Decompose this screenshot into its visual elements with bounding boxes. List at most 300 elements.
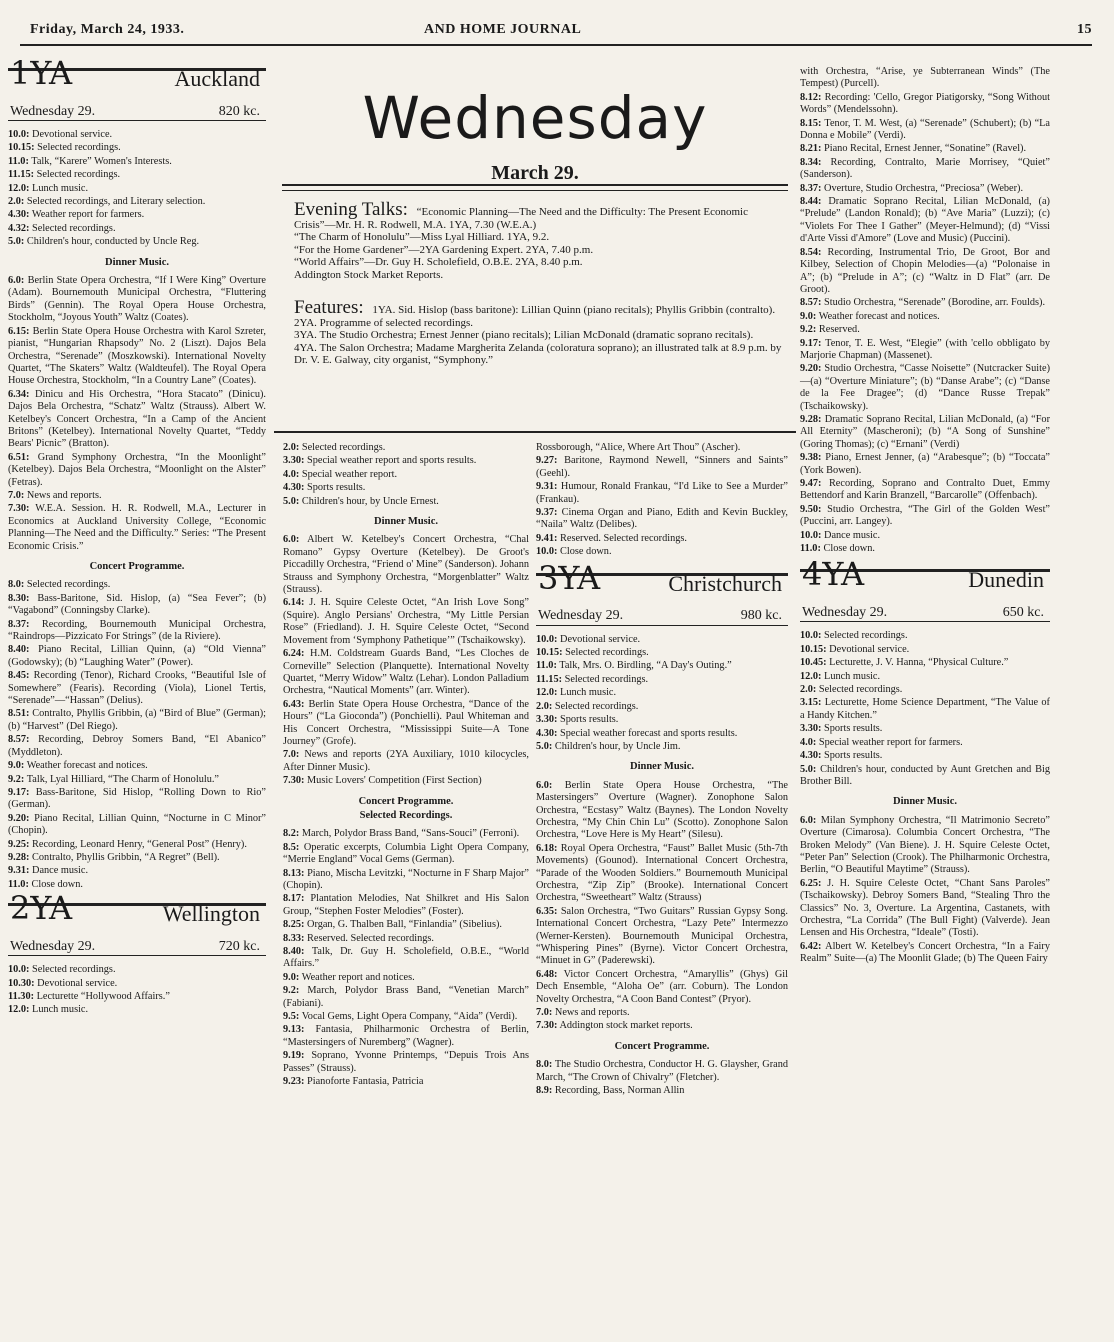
- entry-text: Reserved. Selected recordings.: [304, 932, 434, 944]
- programme-entry: [283, 828, 529, 840]
- entry-text: Recording, Contralto, Marie Morrisey, “Quiet” (Sanderson).: [800, 156, 1050, 181]
- entry-time: 9.19:: [283, 1050, 305, 1062]
- programme-entry: [283, 1076, 529, 1088]
- programme-entry: [536, 843, 788, 905]
- entry-time: 9.13:: [283, 1024, 305, 1036]
- programme-entry: [800, 630, 1050, 642]
- programme-entry: [800, 196, 1050, 246]
- day-banner: [274, 66, 796, 433]
- programme-entry: [536, 533, 788, 545]
- entry-text: Children's hour, conducted by Uncle Reg.: [24, 236, 200, 248]
- programme-entry: [800, 764, 1050, 789]
- entry-time: 6.43:: [283, 698, 305, 710]
- entry-time: 9.25:: [8, 838, 30, 850]
- programme-entry: [536, 969, 788, 1006]
- entry-time: 11.0:: [8, 155, 29, 167]
- entry-text: Special weather report for farmers.: [816, 736, 963, 748]
- entry-text: Recording, Bournemouth Municipal Orchestra, “Raindrops—Pizzicato For Strings” (de la Riviere).: [8, 618, 266, 643]
- programme-list: [8, 964, 266, 1017]
- station-frequency: 980 kc.: [740, 608, 782, 624]
- programme-list: [8, 579, 266, 891]
- entry-text: Children's hour, by Uncle Jim.: [552, 740, 681, 752]
- programme-entry: [536, 634, 788, 646]
- programme-entry: [536, 780, 788, 842]
- entry-text: Cinema Organ and Piano, Edith and Kevin Buckley, “Naila” Waltz (Delibes).: [536, 507, 788, 531]
- entry-text: Baritone, Raymond Newell, “Sinners and Saints” (Geehl).: [536, 455, 788, 479]
- programme-entry: [800, 644, 1050, 656]
- programme-entry: [536, 442, 788, 454]
- entry-text: Operatic excerpts, Columbia Light Opera Company, “Merrie England” Vocal Gems (German).: [283, 841, 529, 866]
- programme-list: [536, 634, 788, 754]
- programme-entry: [536, 546, 788, 558]
- programme-entry: [8, 964, 266, 976]
- entry-time: 8.17:: [283, 893, 305, 905]
- entry-time: 9.20:: [800, 363, 822, 375]
- entry-text: Salon Orchestra, “Two Guitars” Russian Gypsy Song. International Concert Orchestra, “Lazy Pete” Intermezzo (Werner-Kersten). Bournemouth Municipal Orchestra, “Whispering Pines” (Byrne). Victor Concert Orchestra, “Minuet in G” (Paderewski).: [536, 905, 788, 967]
- entry-time: 5.0:: [283, 495, 300, 507]
- station-2ya-header: [8, 889, 266, 956]
- entry-time: 6.0:: [283, 534, 300, 546]
- entry-time: 12.0:: [8, 182, 30, 194]
- entry-text: with Orchestra, “Arise, ye Subterranean Winds” (The Tempest) (Purcell).: [800, 66, 1050, 90]
- entry-text: Selected recordings.: [24, 579, 111, 591]
- programme-entry: [283, 775, 529, 787]
- entry-text: Selected recordings.: [34, 169, 121, 181]
- programme-entry: [8, 708, 266, 733]
- entry-text: Contralto, Phyllis Gribbin, “A Regret” (Bell).: [29, 851, 220, 863]
- station-city: Wellington: [162, 901, 260, 927]
- section-heading: Dinner Music.: [630, 761, 694, 773]
- banner-line: “Economic Planning—The Need and the Difficulty: The Present Economic Crisis”—Mr. H. R. Rodwell, M.A. 1YA, 7.30 (W.E.A.): [294, 206, 748, 231]
- entry-time: 8.0:: [8, 579, 25, 591]
- programme-entry: [283, 933, 529, 945]
- page-header: [20, 20, 1092, 46]
- entry-time: 10.45:: [800, 657, 827, 669]
- entry-time: 6.42:: [800, 940, 822, 952]
- entry-text: Milan Symphony Orchestra, “Il Matrimonio Secreto” Overture (Cimarosa). Columbia Concert Orchestra, “The Broken Melody” (Van Biene). J. H. Squire Celeste Octet, “Peter Pan” Selection (Crook). The Philharmonic Orchestra, Berlin, “O Beautiful Maytime” (Strauss).: [800, 814, 1050, 876]
- entry-time: 7.0:: [536, 1007, 553, 1019]
- programme-entry: [536, 481, 788, 506]
- entry-time: 9.0:: [800, 310, 817, 322]
- entry-time: 6.51:: [8, 451, 30, 463]
- programme-entry: [8, 196, 266, 208]
- entry-time: 4.30:: [283, 482, 305, 494]
- entry-text: Victor Concert Orchestra, “Amaryllis” (Ghys) Gil Dech Ensemble, “Aloha Oe” (arr. Coburn). The London Novelty Orchestra, “A Coon Band Contest” (Pryor).: [536, 968, 788, 1005]
- entry-text: Talk, “Karere” Women's Interests.: [28, 155, 172, 167]
- programme-entry: [8, 813, 266, 838]
- programme-entry: [8, 452, 266, 489]
- entry-text: J. H. Squire Celeste Octet, “An Irish Love Song” (Squire). Anglo Persians' Orchestra, “My Little Persian Rose” (Friedland). J. H. Squire Celeste Octet, “Second Movement from ‘Symphony Pathetique’” (Tschaikowsky).: [283, 597, 529, 646]
- programme-entry: [8, 326, 266, 388]
- entry-text: Selected recordings.: [816, 684, 903, 696]
- programme-entry: [8, 991, 266, 1003]
- entry-text: Recording (Tenor), Richard Crooks, “Beautiful Isle of Somewhere” (Fearis). Recording (Viola), Lionel Tertis, “Serenade”—“Hassan” (Delius).: [8, 670, 266, 707]
- entry-text: J. H. Squire Celeste Octet, “Chant Sans Paroles” (Tschaikowsky). Debroy Somers Band, “Stealing Thro the Classics” No. 3, Overture. La Argentina, Castanets, with Orchestra, “La Corrida” (The Bull Fight) (Valverde). Jean Lensen and His Orchestra, “Ideale” (Tosti).: [800, 877, 1050, 939]
- programme-entry: [8, 223, 266, 235]
- entry-time: 7.0:: [8, 489, 25, 501]
- programme-entry: [8, 978, 266, 990]
- entry-text: Sports results.: [821, 750, 883, 762]
- entry-text: Studio Orchestra, “Casse Noisette” (Nutcracker Suite)—(a) “Overture Miniature”; (b) “Danse Arabe”; (c) “Danse de la Fee Dragee”; (d) “Dance Russe Trepak” (Tschaikowsky).: [800, 363, 1050, 412]
- banner-date: March 29.: [491, 162, 579, 184]
- station-day: Wednesday 29.: [538, 608, 624, 624]
- entry-time: 2.0:: [8, 196, 25, 208]
- entry-time: 9.41:: [536, 532, 558, 544]
- entry-time: 9.31:: [536, 481, 558, 493]
- station-frequency: 720 kc.: [218, 938, 260, 954]
- entry-text: Royal Opera Orchestra, “Faust” Ballet Music (5th-7th Movements) (Gounod). International Concert Orchestra, “Parade of the Wooden Soldiers.” Bournemouth Municipal Orchestra, “Zip Zip” (Brooke). International Concert Orchestra, “Sweetheart” Waltz (Strauss): [536, 842, 788, 904]
- programme-list: [283, 442, 529, 508]
- station-frequency: 650 kc.: [1002, 605, 1044, 621]
- programme-list: [283, 828, 529, 1088]
- entry-text: Devotional service.: [557, 633, 641, 645]
- entry-time: 10.15:: [8, 142, 35, 154]
- entry-text: Weather forecast and notices.: [24, 760, 148, 772]
- programme-entry: [800, 157, 1050, 182]
- entry-text: Organ, G. Thalben Ball, “Finlandia” (Sibelius).: [304, 919, 502, 931]
- programme-entry: [536, 906, 788, 968]
- programme-entry: [800, 324, 1050, 336]
- entry-time: 8.37:: [800, 182, 822, 194]
- entry-text: News and reports.: [552, 1007, 630, 1019]
- entry-time: 7.30:: [8, 503, 30, 515]
- entry-time: 8.57:: [800, 297, 822, 309]
- banner-line: 4YA. The Salon Orchestra; Madame Margherita Zelanda (coloratura soprano); an illustrated talk at 8.9 p.m. by Dr. V. E. Galway, city organist, “Symphony.”: [294, 341, 782, 367]
- entry-time: 8.57:: [8, 734, 30, 746]
- banner-line: “The Charm of Honolulu”—Miss Lyal Hilliard. 1YA, 9.2.: [294, 231, 550, 244]
- entry-text: Devotional service.: [29, 129, 113, 140]
- entry-time: 8.40:: [283, 946, 305, 958]
- programme-entry: [800, 297, 1050, 309]
- station-city: Auckland: [174, 66, 260, 91]
- entry-time: 8.54:: [800, 246, 822, 258]
- programme-list: [800, 630, 1050, 788]
- rule: [282, 184, 788, 186]
- banner-line: “For the Home Gardener”—2YA Gardening Expert. 2YA, 7.40 p.m.: [294, 243, 594, 256]
- entry-time: 3.30:: [800, 723, 822, 735]
- issue-date: Friday, March 24, 1933.: [30, 22, 185, 37]
- programme-entry: [536, 741, 788, 753]
- entry-time: 7.30:: [283, 775, 305, 787]
- entry-time: 9.17:: [8, 786, 30, 798]
- programme-entry: [8, 644, 266, 669]
- programme-entry: [8, 183, 266, 195]
- evening-talks-label: Evening Talks:: [294, 199, 408, 220]
- entry-text: Sports results.: [821, 723, 883, 735]
- programme-entry: [8, 490, 266, 502]
- entry-text: Weather forecast and notices.: [816, 310, 940, 322]
- entry-time: 9.37:: [536, 507, 558, 519]
- entry-time: 9.5:: [283, 1011, 300, 1023]
- entry-time: 9.28:: [800, 413, 822, 425]
- programme-entry: [8, 670, 266, 707]
- entry-time: 9.0:: [283, 971, 300, 983]
- entry-time: 6.14:: [283, 597, 305, 609]
- programme-list: [8, 129, 266, 249]
- programme-entry: [536, 660, 788, 672]
- entry-text: Pianoforte Fantasia, Patricia: [304, 1076, 424, 1088]
- entry-text: Talk, Dr. Guy H. Scholefield, O.B.E., “World Affairs.”: [283, 946, 529, 970]
- entry-text: Selected recordings.: [552, 700, 639, 712]
- entry-text: Piano, Mischa Levitzki, “Nocturne in F Sharp Major” (Chopin).: [283, 867, 529, 891]
- entry-time: 7.30:: [536, 1020, 558, 1032]
- entry-text: Dramatic Soprano Recital, Lilian McDonald, (a) “Prelude” (Landon Ronald); (b) “Ave Maria” (Luzzi); (c) “Violets For Thee I Gather” (Meyer-Helmund); (d) “Vissi d'Arte Vissi d'Amore” (Love and Music) (Puccini).: [800, 196, 1050, 245]
- programme-entry: [800, 543, 1050, 555]
- entry-time: 9.2:: [8, 773, 25, 785]
- entry-text: Bass-Baritone, Sid. Hislop, (a) “Sea Fever”; (b) “Vagabond” (Conningsby Clarke).: [8, 592, 266, 617]
- banner-line: 3YA. The Studio Orchestra; Ernest Jenner (piano recitals); Lilian McDonald (dramatic soprano recitals).: [294, 329, 754, 342]
- programme-entry: [283, 648, 529, 698]
- entry-text: Tenor, T. M. West, (a) “Serenade” (Schubert); (b) “La Donna e Mobile” (Verdi).: [800, 117, 1050, 142]
- section-heading: Dinner Music.: [105, 256, 169, 268]
- entry-time: 8.44:: [800, 196, 822, 208]
- entry-time: 2.0:: [283, 442, 300, 453]
- programme-entry: [536, 1085, 788, 1097]
- entry-time: 9.23:: [283, 1076, 305, 1088]
- entry-text: Humour, Ronald Frankau, “I'd Like to See a Murder” (Frankau).: [536, 481, 788, 505]
- entry-text: Recording, Debroy Somers Band, “El Abanico” (Myddleton).: [8, 734, 266, 758]
- station-city: Christchurch: [668, 570, 782, 596]
- entry-time: 10.30:: [8, 977, 35, 989]
- section-heading: Concert Programme.: [358, 795, 454, 807]
- programme-entry: [800, 92, 1050, 117]
- programme-entry: [800, 723, 1050, 735]
- programme-entry: [536, 1020, 788, 1032]
- station-call-sign: 3YA: [538, 558, 601, 597]
- entry-text: Lecturette “Hollywood Affairs.”: [34, 990, 170, 1002]
- programme-entry: [283, 455, 529, 467]
- entry-time: 8.40:: [8, 644, 30, 656]
- entry-time: 10.15:: [536, 647, 563, 659]
- column-1: [8, 54, 266, 1018]
- station-4ya-header: [800, 555, 1050, 622]
- programme-entry: [283, 985, 529, 1010]
- banner-day: Wednesday: [362, 84, 708, 152]
- entry-text: Close down.: [820, 543, 875, 555]
- entry-time: 10.0:: [8, 129, 30, 140]
- programme-entry: [8, 129, 266, 141]
- entry-time: 10.0:: [800, 630, 822, 642]
- programme-entry: [8, 275, 266, 325]
- programme-entry: [283, 1011, 529, 1023]
- entry-text: Special weather forecast and sports results.: [557, 727, 738, 739]
- section-heading: Dinner Music.: [893, 796, 957, 808]
- entry-time: 3.30:: [536, 714, 558, 726]
- entry-text: Selected recordings.: [821, 630, 908, 642]
- entry-text: News and reports (2YA Auxiliary, 1010 kilocycles, After Dinner Music).: [283, 749, 529, 773]
- entry-text: Recording, Leonard Henry, “General Post” (Henry).: [29, 838, 247, 850]
- entry-time: 9.2:: [800, 324, 817, 336]
- entry-text: Lunch music.: [821, 670, 881, 682]
- entry-text: Selected recordings.: [34, 142, 121, 154]
- programme-entry: [8, 760, 266, 772]
- entry-time: 9.2:: [283, 985, 300, 997]
- programme-entry: [283, 1024, 529, 1049]
- station-1ya-header: [8, 54, 266, 121]
- entry-text: Selected recordings.: [562, 647, 649, 659]
- programme-list: [536, 442, 788, 559]
- entry-time: 6.15:: [8, 325, 30, 337]
- programme-entry: [800, 118, 1050, 143]
- entry-time: 4.30:: [800, 750, 822, 762]
- entry-time: 6.0:: [536, 779, 553, 791]
- entry-time: 6.24:: [283, 648, 305, 660]
- entry-text: Lunch music.: [29, 1004, 89, 1016]
- entry-time: 4.30:: [8, 209, 30, 221]
- entry-time: 9.17:: [800, 337, 822, 349]
- programme-entry: [800, 183, 1050, 195]
- programme-entry: [283, 868, 529, 893]
- section-heading: Selected Recordings.: [359, 809, 453, 821]
- entry-text: Selected recordings, and Literary selection.: [24, 196, 206, 208]
- programme-list: [8, 275, 266, 553]
- entry-time: 5.0:: [536, 740, 553, 752]
- entry-time: 4.30:: [536, 727, 558, 739]
- entry-text: Studio Orchestra, “Serenade” (Borodine, arr. Foulds).: [821, 297, 1046, 309]
- entry-text: Dramatic Soprano Recital, Lilian McDonald, (a) “For All Eternity” (Mascheroni); (b) “A Song of Sunshine” (Goring Thomas); (c) “Ernani” (Verdi): [800, 413, 1050, 450]
- programme-entry: [536, 701, 788, 713]
- programme-list: [800, 66, 1050, 555]
- entry-text: Talk, Lyal Hilliard, “The Charm of Honolulu.”: [24, 773, 219, 785]
- programme-entry: [800, 697, 1050, 722]
- entry-text: Talk, Mrs. O. Birdling, “A Day's Outing.”: [556, 660, 732, 672]
- programme-entry: [536, 455, 788, 480]
- entry-time: 6.0:: [800, 814, 817, 826]
- programme-entry: [8, 236, 266, 248]
- programme-entry: [536, 507, 788, 532]
- entry-text: Rossborough, “Alice, Where Art Thou” (Ascher).: [536, 442, 741, 453]
- entry-time: 6.35:: [536, 905, 558, 917]
- entry-time: 11.15:: [8, 169, 35, 181]
- entry-time: 7.0:: [283, 749, 300, 761]
- entry-time: 8.33:: [283, 932, 305, 944]
- entry-text: Selected recordings.: [299, 442, 386, 453]
- entry-text: Reserved. Selected recordings.: [557, 532, 687, 544]
- entry-text: Berlin State Opera House Orchestra, “The Mastersingers” Overture (Wagner). Zonophone Salon Orchestra, “Ecstasy” Waltz (Baynes). The London Novelty Orchestra, “My Chin Chin Lu” (Scotto). Zonophone Salon Orchestra, “Love Here is My Heart” (Silesu).: [536, 779, 788, 841]
- entry-text: Reserved.: [816, 324, 860, 336]
- programme-entry: [800, 878, 1050, 940]
- entry-text: Dance music.: [821, 529, 881, 541]
- programme-entry: [8, 734, 266, 759]
- entry-text: Lecturette, J. V. Hanna, “Physical Culture.”: [826, 657, 1009, 669]
- programme-entry: [8, 787, 266, 812]
- programme-entry: [800, 671, 1050, 683]
- entry-time: 8.45:: [8, 670, 30, 682]
- programme-entry: [536, 1059, 788, 1084]
- entry-text: Music Lovers' Competition (First Section): [304, 775, 482, 787]
- entry-text: Lecturette, Home Science Department, “The Value of a Handy Kitchen.”: [800, 697, 1050, 721]
- entry-time: 8.25:: [283, 919, 305, 931]
- programme-entry: [800, 750, 1050, 762]
- programme-entry: [800, 311, 1050, 323]
- entry-time: 10.15:: [800, 643, 827, 655]
- programme-entry: [536, 728, 788, 740]
- entry-text: Special weather report and sports results.: [304, 455, 477, 467]
- entry-text: Devotional service.: [826, 643, 910, 655]
- programme-entry: [800, 452, 1050, 477]
- entry-time: 8.21:: [800, 143, 822, 155]
- entry-text: Berlin State Opera Orchestra, “If I Were King” Overture (Adam). Bournemouth Municipal Orchestra, “Fluttering Birds” (Gennin). The Royal Opera House Orchestra, Stockholm, “Joyous Youth” Waltz (Coates).: [8, 275, 266, 324]
- entry-time: 11.0:: [800, 543, 821, 555]
- banner-line: “World Affairs”—Dr. Guy H. Scholefield, O.B.E. 2YA, 8.40 p.m.: [294, 256, 583, 269]
- entry-text: Vocal Gems, Light Opera Company, “Aida” (Verdi).: [299, 1011, 518, 1023]
- programme-entry: [283, 946, 529, 971]
- entry-text: Berlin State Opera House Orchestra with Karol Szreter, pianist, “Hungarian Rhapsody” No. 2 (Liszt). Dajos Bela Orchestra, “Serenade” (Moszkowski). International Novelty Quartet, “The Skaters” Waltz (Waldteufel). The Royal Opera House Orchestra, Stockholm, “In a Country Lane” (Coates).: [8, 325, 266, 387]
- programme-list: [536, 1059, 788, 1097]
- programme-entry: [283, 972, 529, 984]
- station-call-sign: 4YA: [802, 555, 865, 594]
- entry-text: Close down.: [28, 878, 83, 890]
- entry-time: 6.25:: [800, 877, 822, 889]
- entry-time: 11.15:: [536, 673, 563, 685]
- entry-time: 8.9:: [536, 1085, 553, 1097]
- entry-text: Albert W. Ketelbey's Concert Orchestra, “In a Fairy Realm” Suite—(a) The Moonlit Glade; (b) The Queen Fairy: [800, 940, 1050, 965]
- programme-entry: [800, 657, 1050, 669]
- entry-text: Piano, Ernest Jenner, (a) “Arabesque”; (b) “Toccata” (York Bowen).: [800, 452, 1050, 476]
- entry-text: Plantation Melodies, Nat Shilkret and His Salon Group, “Stephen Foster Melodies” (Foster).: [283, 893, 529, 917]
- station-city: Dunedin: [968, 567, 1044, 593]
- entry-time: 10.0:: [536, 633, 558, 645]
- programme-entry: [800, 414, 1050, 451]
- programme-entry: [800, 363, 1050, 413]
- programme-entry: [8, 389, 266, 451]
- programme-entry: [536, 647, 788, 659]
- entry-text: Children's hour, conducted by Aunt Gretchen and Big Brother Bill.: [800, 763, 1050, 787]
- programme-entry: [283, 496, 529, 508]
- programme-entry: [536, 674, 788, 686]
- evening-talks: [294, 199, 786, 282]
- entry-text: Sports results.: [557, 714, 619, 726]
- programme-entry: [800, 338, 1050, 363]
- programme-entry: [8, 169, 266, 181]
- programme-entry: [8, 142, 266, 154]
- programme-entry: [8, 156, 266, 168]
- section-heading: Dinner Music.: [374, 516, 438, 528]
- entry-text: News and reports.: [24, 489, 102, 501]
- programme-entry: [8, 852, 266, 864]
- programme-entry: [283, 442, 529, 454]
- entry-text: Selected recordings.: [29, 964, 116, 976]
- entry-text: W.E.A. Session. H. R. Rodwell, M.A., Lecturer in Economics at Auckland University College, “Economic Planning—The Need and the Difficulty.” Series: “The Present Economic Crisis.”: [8, 503, 266, 552]
- entry-text: Sports results.: [304, 482, 366, 494]
- entry-time: 6.48:: [536, 968, 558, 980]
- entry-text: Dance music.: [29, 865, 89, 877]
- programme-entry: [283, 534, 529, 596]
- entry-time: 9.31:: [8, 865, 30, 877]
- entry-text: Contralto, Phyllis Gribbin, (a) “Bird of Blue” (German); (b) “Harvest” (Del Riego).: [8, 708, 266, 732]
- programme-entry: [800, 815, 1050, 877]
- station-frequency: 820 kc.: [218, 103, 260, 119]
- entry-text: Tenor, T. E. West, “Elegie” (with 'cello obbligato by Marjorie Chapman) (Massenet).: [800, 337, 1050, 361]
- station-day: Wednesday 29.: [10, 103, 96, 119]
- entry-text: Special weather report.: [299, 468, 398, 480]
- programme-entry: [800, 247, 1050, 297]
- entry-time: 9.28:: [8, 851, 30, 863]
- programme-entry: [800, 684, 1050, 696]
- programme-entry: [800, 504, 1050, 529]
- entry-text: Selected recordings.: [562, 673, 649, 685]
- entry-time: 8.5:: [283, 841, 300, 853]
- station-call-sign: 1YA: [10, 54, 73, 92]
- entry-text: Recording: 'Cello, Gregor Piatigorsky, “Song Without Words” (Mendelssohn).: [800, 91, 1050, 116]
- entry-time: 8.12:: [800, 91, 822, 103]
- programme-entry: [8, 209, 266, 221]
- entry-text: Albert W. Ketelbey's Concert Orchestra, “Chal Romano” Gypsy Overture (Ketelbey). De Groot's Piccadilly Orchestra, “Friend o' Mine” (Sanderson). Johann Strauss and Symphony Orchestra, “Morgenblatter” Waltz (Strauss).: [283, 534, 529, 596]
- entry-text: Berlin State Opera House Orchestra, “Dance of the Hours” (“La Gioconda”) (Ponchielli). Paul Whiteman and His Concert Orchestra, “Mississippi Suite—A Tone Journey” (Grofe).: [283, 698, 529, 747]
- entry-time: 4.0:: [800, 736, 817, 748]
- entry-time: 12.0:: [8, 1004, 30, 1016]
- entry-time: 12.0:: [800, 670, 822, 682]
